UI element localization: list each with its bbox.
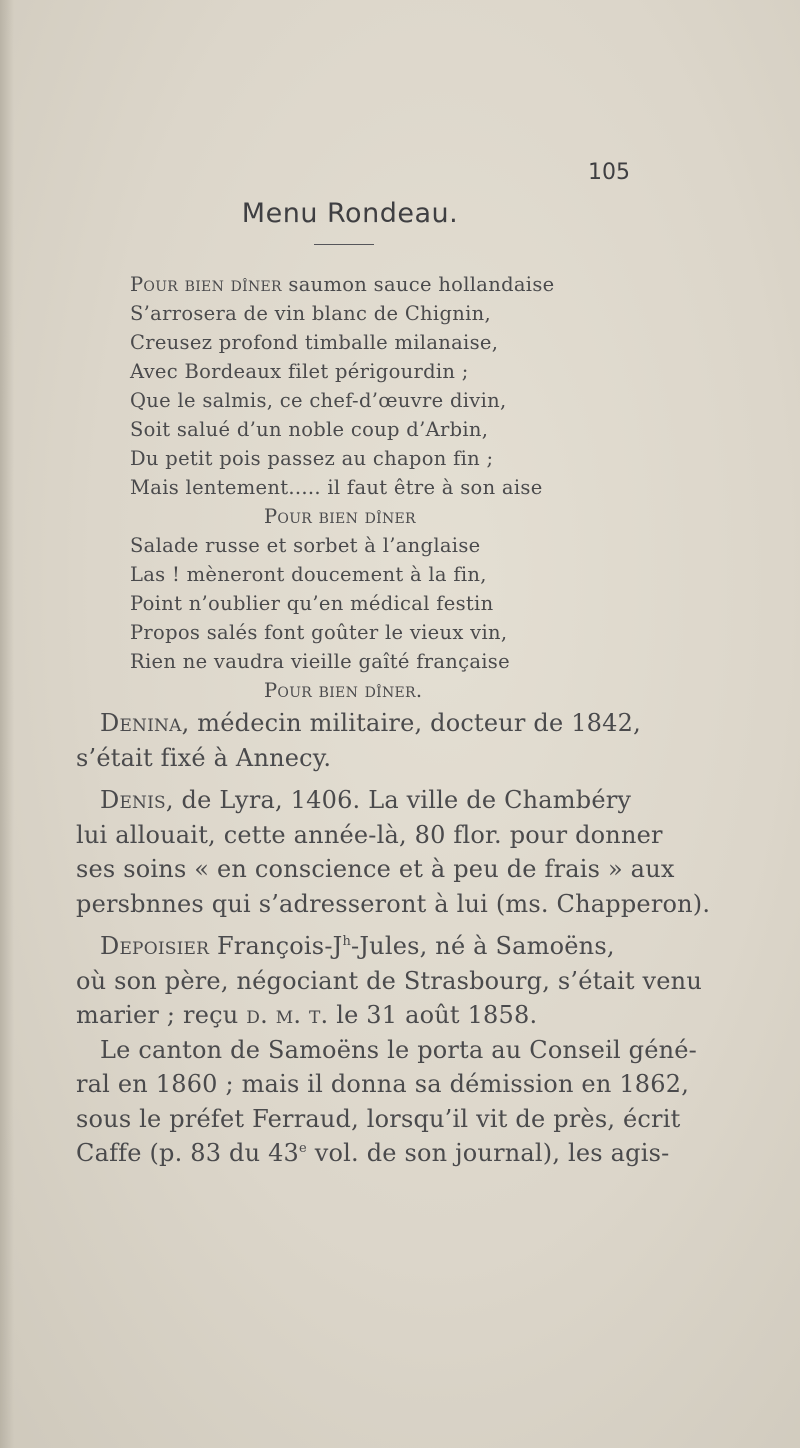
poem-line: Point n’oublier qu’en médical festin [130, 592, 494, 615]
page-number: 105 [588, 160, 630, 185]
entry-text: , de Lyra, 1406. La ville de Chambéry [165, 786, 632, 814]
entry-line: s’était fixé à Annecy. [76, 743, 332, 772]
entry-name: Denis [100, 786, 166, 814]
entry-name: Denina [100, 709, 182, 737]
superscript: h [342, 934, 352, 949]
poem-line: Soit salué d’un noble coup d’Arbin, [130, 418, 489, 441]
entry-line: Le canton de Samoëns le porta au Conseil géné- [100, 1035, 697, 1064]
entry-denina [76, 706, 642, 775]
degree-abbreviation: d. m. t. [246, 1001, 329, 1029]
entry-line: lui allouait, cette année-là, 80 flor. pour donner [76, 820, 663, 849]
entry-line [76, 706, 642, 741]
poem-line: Las ! mèneront doucement à la fin, [130, 563, 487, 586]
poem-refrain: Pour bien dîner [264, 505, 416, 528]
rondeau-poem [130, 270, 600, 705]
entry-depoisier [76, 929, 702, 1171]
refrain-text: Pour bien dîner [130, 273, 282, 296]
poem-line [130, 270, 600, 299]
entry-line: sous le préfet Ferraud, lorsqu’il vit de près, écrit [76, 1104, 681, 1133]
entry-line: ses soins « en conscience et à peu de frais » aux [76, 855, 675, 883]
superscript: e [299, 1141, 307, 1156]
poem-line: S’arrosera de vin blanc de Chignin, [130, 302, 491, 325]
entry-line [76, 998, 642, 1033]
entry-text: Caffe (p. 83 du 43 [76, 1139, 300, 1167]
entry-text: François-J [209, 932, 343, 960]
poem-line: Du petit pois passez au chapon fin ; [130, 447, 494, 470]
title-divider [314, 244, 374, 245]
entry-denis [76, 783, 711, 921]
entry-text: marier ; reçu [76, 1001, 247, 1029]
page-binding-shadow [0, 0, 14, 1448]
entry-text: vol. de son journal), les agis- [306, 1139, 670, 1167]
poem-line: Mais lentement..... il faut être à son aise [130, 476, 543, 499]
biographical-entries [76, 706, 711, 1171]
entry-name: Depoisier [100, 932, 210, 960]
poem-refrain: Pour bien dîner. [264, 679, 423, 702]
entry-text: , médecin militaire, docteur de 1842, [181, 709, 641, 737]
entry-line: persbnnes qui s’adresseront à lui (ms. Chapperon). [76, 889, 711, 918]
poem-line-text: saumon sauce hollandaise [281, 273, 555, 296]
poem-line: Propos salés font goûter le vieux vin, [130, 621, 508, 644]
entry-text: le 31 août 1858. [328, 1001, 538, 1029]
poem-title: Menu Rondeau. [241, 198, 459, 229]
entry-line: ral en 1860 ; mais il donna sa démission en 1862, [76, 1070, 690, 1098]
poem-line: Rien ne vaudra vieille gaîté française [130, 650, 510, 673]
entry-line: où son père, négociant de Strasbourg, s’était venu [76, 966, 702, 995]
poem-line: Avec Bordeaux filet périgourdin ; [130, 360, 469, 383]
entry-line [76, 1136, 670, 1171]
poem-line: Creusez profond timballe milanaise, [130, 331, 499, 354]
entry-text: -Jules, né à Samoëns, [351, 932, 615, 960]
entry-line [76, 783, 642, 818]
poem-line: Que le salmis, ce chef-d’œuvre divin, [130, 389, 507, 412]
poem-line: Salade russe et sorbet à l’anglaise [130, 534, 481, 557]
entry-line [76, 929, 642, 964]
